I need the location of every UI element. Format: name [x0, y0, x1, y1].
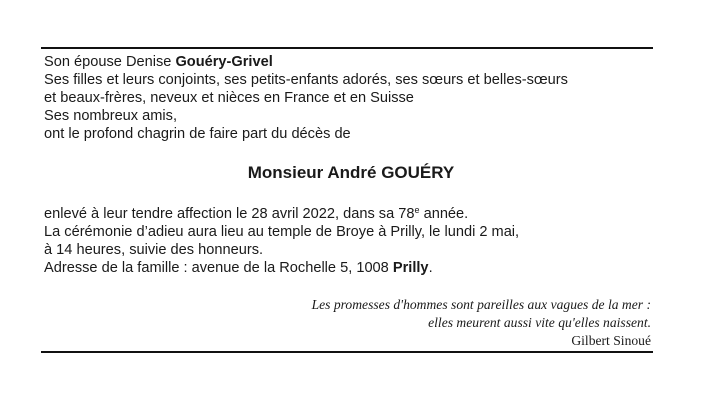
details-line-2: La cérémonie d’adieu aura lieu au temple de Broye à Prilly, le lundi 2 mai,	[44, 224, 520, 240]
deceased-name: Monsieur André GOUÉRY	[247, 163, 455, 182]
details-line-3: à 14 heures, suivie des honneurs.	[44, 242, 264, 258]
intro-line-5: ont le profond chagrin de faire part du décès de	[44, 126, 351, 142]
spouse-surname: Gouéry-Grivel	[175, 54, 273, 70]
quote-line-2: elles meurent aussi vite qu'elles naissent.	[428, 315, 651, 330]
bottom-rule	[41, 351, 653, 353]
quote-line-1: Les promesses d'hommes sont pareilles aux vagues de la mer :	[311, 297, 651, 312]
quote-author: Gilbert Sinoué	[571, 333, 651, 348]
details-line-1: enlevé à leur tendre affection le 28 avril 2022, dans sa 78e année.	[44, 205, 469, 222]
announcement-intro	[44, 53, 568, 143]
intro-line-3: et beaux-frères, neveux et nièces en France et en Suisse	[44, 90, 414, 106]
intro-line-2: Ses filles et leurs conjoints, ses petits-enfants adorés, ses sœurs et belles-sœurs	[44, 72, 568, 88]
epigraph-quote	[312, 296, 651, 350]
town-name: Prilly	[392, 260, 429, 276]
announcement-details	[44, 205, 519, 277]
details-line-4: Adresse de la famille : avenue de la Rochelle 5, 1008 Prilly.	[44, 260, 433, 276]
intro-line-1: Son épouse Denise Gouéry-Grivel	[44, 54, 273, 70]
intro-line-4: Ses nombreux amis,	[44, 108, 178, 124]
top-rule	[41, 47, 653, 49]
